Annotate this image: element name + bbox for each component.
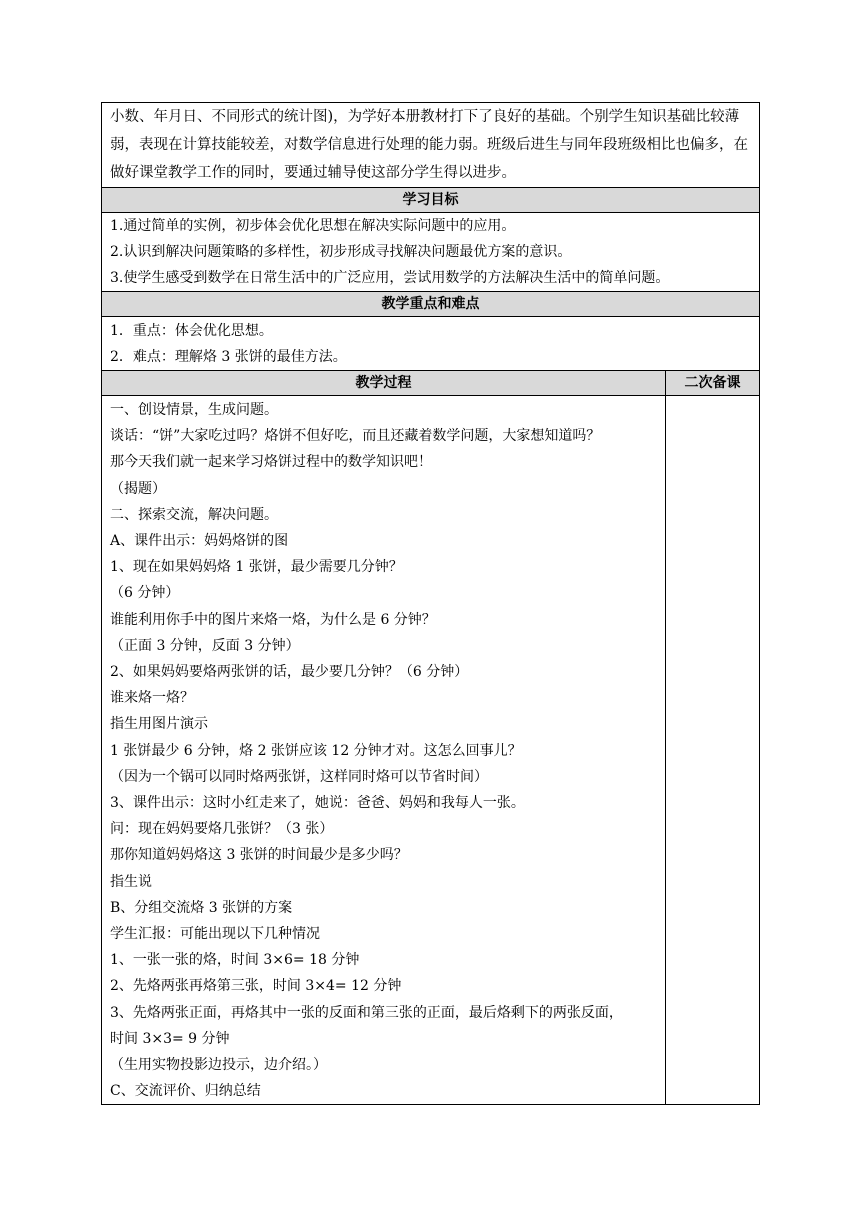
process-line: 谁来烙一烙？ (110, 690, 194, 707)
process-line: B、分组交流烙 3 张饼的方案 (110, 899, 293, 916)
process-line: 1、一张一张的烙，时间 3×6= 18 分钟 (110, 952, 360, 969)
goals-heading-row (102, 188, 760, 213)
process-line: 学生汇报：可能出现以下几种情况 (110, 926, 320, 943)
process-heading-row (102, 371, 760, 396)
process-heading: 教学过程 (102, 371, 666, 396)
process-line: 一、创设情景，生成问题。 (110, 402, 278, 418)
keypoints-cell (102, 317, 760, 371)
process-line: （因为一个锅可以同时烙两张饼，这样同时烙可以节省时间） (110, 768, 488, 785)
process-line: （正面 3 分钟，反面 3 分钟） (110, 637, 300, 654)
process-line: 1、现在如果妈妈烙 1 张饼，最少需要几分钟？ (110, 559, 403, 576)
process-row (102, 396, 760, 1105)
process-line: 那你知道妈妈烙这 3 张饼的时间最少是多少吗？ (110, 847, 408, 864)
process-line: 指生用图片演示 (110, 716, 208, 733)
process-line: 3、课件出示：这时小红走来了，她说：爸爸、妈妈和我每人一张。 (110, 795, 525, 812)
process-line: 问：现在妈妈要烙几张饼？（3 张） (110, 821, 334, 838)
process-line: （6 分钟） (110, 585, 180, 602)
goals-cell (102, 213, 760, 292)
goal-item: 2.认识到解决问题策略的多样性，初步形成寻找解决问题最优方案的意识。 (110, 244, 572, 260)
intro-cell (102, 103, 760, 188)
intro-text: 小数、年月日、不同形式的统计图)，为学好本册教材打下了良好的基础。个别学生知识基础比较薄弱，表现在计算技能较差，对数学信息进行处理的能力弱。班级后进生与同年段班级相比也偏多，在做好课堂教学工作的同时，要通过辅导使这部分学生得以进步。 (110, 109, 748, 181)
process-line: （揭题） (110, 480, 166, 497)
process-line: 二、探索交流，解决问题。 (110, 506, 278, 523)
process-line: 谁能利用你手中的图片来烙一烙，为什么是 6 分钟？ (110, 611, 436, 628)
keypoints-heading-row (102, 292, 760, 317)
process-line: C、交流评价、归纳总结 (110, 1083, 261, 1100)
process-line: 那今天我们就一起来学习烙饼过程中的数学知识吧！ (110, 454, 432, 471)
second-prep-cell (666, 396, 760, 1105)
process-line: （生用实物投影边投示，边介绍。） (110, 1057, 327, 1074)
keypoint-item: 1．重点：体会优化思想。 (110, 323, 273, 339)
process-line: 2、先烙两张再烙第三张，时间 3×4= 12 分钟 (110, 978, 402, 995)
process-line: A、课件出示：妈妈烙饼的图 (110, 533, 289, 550)
process-line: 指生说 (110, 873, 152, 890)
process-line: 谈话：“饼”大家吃过吗？烙饼不但好吃，而且还藏着数学问题，大家想知道吗？ (110, 428, 601, 445)
goals-heading: 学习目标 (102, 188, 760, 213)
keypoints-row (102, 317, 760, 371)
goal-item: 1.通过简单的实例，初步体会优化思想在解决实际问题中的应用。 (110, 218, 516, 234)
intro-row (102, 103, 760, 188)
process-cell (102, 396, 666, 1105)
keypoints-heading: 教学重点和难点 (102, 292, 760, 317)
goals-row (102, 213, 760, 292)
process-line: 3、先烙两张正面，再烙其中一张的反面和第三张的正面，最后烙剩下的两张反面， (110, 1004, 623, 1021)
process-line: 时间 3×3= 9 分钟 (110, 1030, 230, 1047)
lesson-plan-table (101, 102, 760, 1105)
second-prep-heading: 二次备课 (666, 371, 760, 396)
process-line: 1 张饼最少 6 分钟，烙 2 张饼应该 12 分钟才对。这怎么回事儿？ (110, 742, 522, 759)
keypoint-item: 2．难点：理解烙 3 张饼的最佳方法。 (110, 349, 347, 365)
goal-item: 3.使学生感受到数学在日常生活中的广泛应用，尝试用数学的方法解决生活中的简单问题。 (110, 270, 670, 286)
process-line: 2、如果妈妈要烙两张饼的话，最少要几分钟？（6 分钟） (110, 664, 469, 681)
